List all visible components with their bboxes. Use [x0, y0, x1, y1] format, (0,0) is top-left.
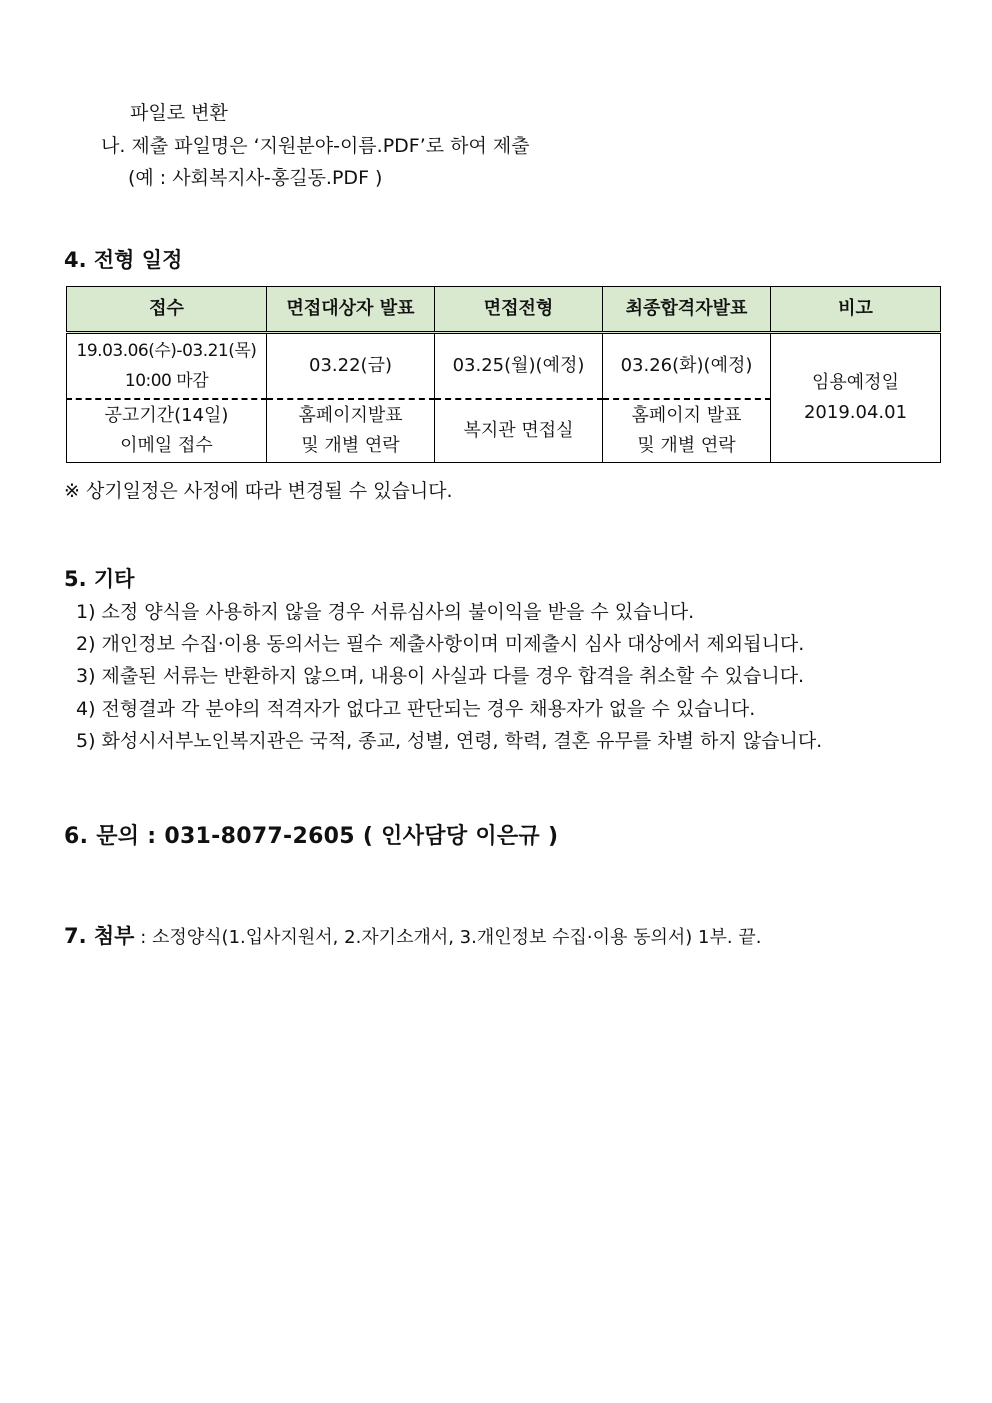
receipt-period-dates: 19.03.06(수)-03.21(목): [76, 341, 257, 361]
interview-notice-method-line-1: 홈페이지발표: [298, 405, 403, 426]
receipt-method-line-2: 이메일 접수: [120, 435, 213, 456]
etc-item-3: 3) 제출된 서류는 반환하지 않으며, 내용이 사실과 다를 경우 합격을 취소할 수 있습니다.: [76, 665, 805, 687]
header-remarks: 비고: [771, 287, 941, 333]
schedule-note: ※ 상기일정은 사정에 따라 변경될 수 있습니다.: [64, 480, 453, 502]
etc-item-4: 4) 전형결과 각 분야의 적격자가 없다고 판단되는 경우 채용자가 없을 수 있습니다.: [76, 698, 756, 720]
cell-interview-place: 복지관 면접실: [435, 399, 603, 463]
attachment-text: : 소정양식(1.입사지원서, 2.자기소개서, 3.개인정보 수집·이용 동의서) 1부. 끝.: [134, 927, 762, 948]
top-line-3: (예 : 사회복지사-홍길동.PDF ): [128, 167, 383, 189]
cell-receipt-period: [67, 333, 267, 400]
section-7-attachment: [64, 926, 761, 947]
header-interview-notice: 면접대상자 발표: [267, 287, 435, 333]
attachment-label: 7. 첨부: [64, 924, 135, 948]
section-4-heading: 4. 전형 일정: [64, 248, 183, 272]
receipt-method-line-1: 공고기간(14일): [104, 405, 229, 426]
cell-receipt-method: [67, 399, 267, 463]
cell-interview-notice-date: 03.22(금): [267, 333, 435, 400]
cell-final-date: 03.26(화)(예정): [603, 333, 771, 400]
etc-item-2: 2) 개인정보 수집·이용 동의서는 필수 제출사항이며 미제출시 심사 대상에서 제외됩니다.: [76, 633, 805, 655]
interview-notice-method-line-2: 및 개별 연락: [301, 435, 400, 456]
final-method-line-1: 홈페이지 발표: [631, 405, 742, 426]
cell-interview-date: 03.25(월)(예정): [435, 333, 603, 400]
final-method-line-2: 및 개별 연락: [637, 435, 736, 456]
cell-interview-notice-method: [267, 399, 435, 463]
receipt-deadline: 10:00 마감: [124, 371, 209, 391]
schedule-row-1: [67, 333, 941, 400]
top-line-1: 파일로 변환: [130, 102, 228, 124]
section-6-inquiry: 6. 문의 : 031-8077-2605 ( 인사담당 이은규 ): [64, 824, 559, 849]
etc-item-1: 1) 소정 양식을 사용하지 않을 경우 서류심사의 불이익을 받을 수 있습니다.: [76, 601, 695, 623]
section-5-heading: 5. 기타: [64, 567, 135, 591]
cell-remarks: [771, 333, 941, 463]
remarks-date: 2019.04.01: [803, 402, 908, 423]
header-final: 최종합격자발표: [603, 287, 771, 333]
top-line-2: 나. 제출 파일명은 ‘지원분야-이름.PDF’로 하여 제출: [101, 135, 530, 157]
etc-item-5: 5) 화성시서부노인복지관은 국적, 종교, 성별, 연령, 학력, 결혼 유무를 차별 하지 않습니다.: [76, 730, 823, 752]
remarks-label: 임용예정일: [812, 372, 899, 393]
header-interview: 면접전형: [435, 287, 603, 333]
schedule-table: [66, 286, 941, 463]
cell-final-method: [603, 399, 771, 463]
header-receipt: 접수: [67, 287, 267, 333]
schedule-header-row: [67, 287, 941, 333]
